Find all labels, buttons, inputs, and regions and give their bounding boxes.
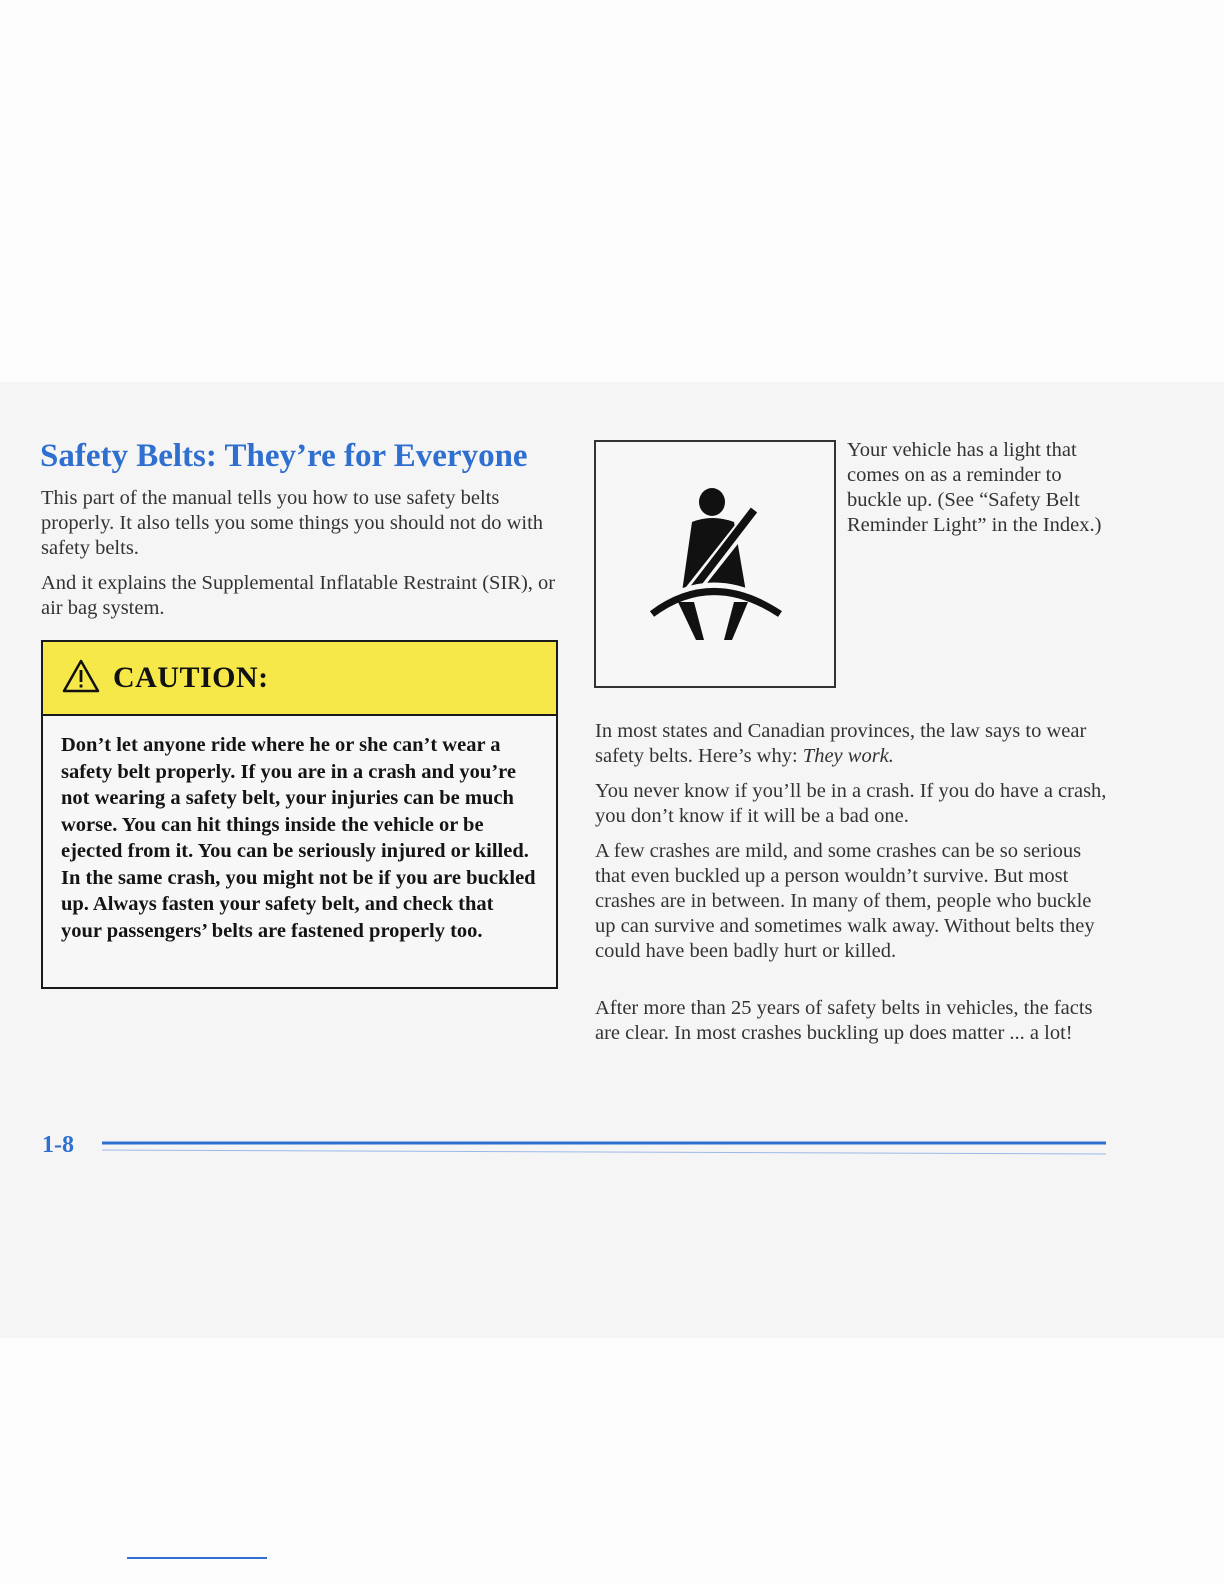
page-number: 1-8 [42, 1132, 74, 1158]
law-paragraph-3: A few crashes are mild, and some crashes can be so serious that even buckled up a person wouldn’t survive. But most crashes are in between. In many of them, people who buckle up can survive and sometimes walk away. Without belts they could have been badly hurt or killed. [595, 840, 1095, 962]
bottom-link-underline [127, 1557, 267, 1559]
caution-header [43, 642, 556, 716]
section-title: Safety Belts: They’re for Everyone [40, 438, 528, 474]
safety-belt-reminder-icon [596, 442, 834, 686]
law-paragraph-1-emphasis: They work. [802, 745, 894, 767]
warning-triangle-icon [61, 658, 101, 699]
law-paragraph-1-text: In most states and Canadian provinces, the law says to wear safety belts. Here’s why: [595, 720, 1087, 767]
reminder-light-text: Your vehicle has a light that comes on as a reminder to buckle up. (See “Safety Belt Reminder Light” in the Index.) [847, 439, 1102, 536]
law-paragraph-2: You never know if you’ll be in a crash. If you do have a crash, you don’t know if it will be a bad one. [595, 780, 1107, 827]
caution-box [41, 640, 558, 989]
caution-text: Don’t let anyone ride where he or she can’t wear a safety belt properly. If you are in a crash and you’re not wearing a safety belt, your injuries can be much worse. You can hit things inside the vehicle or be ejected from it. You can be seriously injured or killed. In the same crash, you might not be if you are buckled up. Always fasten your safety belt, and check that your passengers’ belts are fastened properly too. [61, 734, 536, 942]
caution-label: CAUTION: [113, 661, 269, 694]
intro-paragraph-2: And it explains the Supplemental Inflatable Restraint (SIR), or air bag system. [41, 572, 556, 619]
safety-belt-figure [594, 440, 836, 688]
law-paragraph-4: After more than 25 years of safety belts in vehicles, the facts are clear. In most crashes buckling up does matter ... a lot! [595, 997, 1093, 1044]
law-paragraph-1 [595, 719, 1110, 769]
footer-rule [102, 1140, 1106, 1158]
intro-paragraph-1: This part of the manual tells you how to use safety belts properly. It also tells you some things you should not do with safety belts. [41, 487, 544, 559]
